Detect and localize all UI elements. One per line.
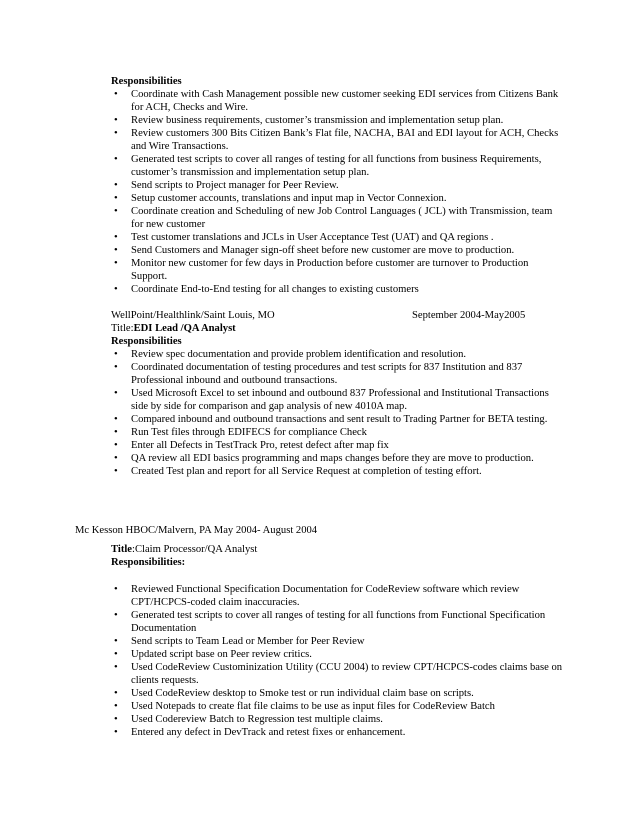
- section-responsibilities-1: [111, 75, 566, 296]
- list-item: • Coordinate with Cash Management possible new customer seeking EDI services from Citizens Bank for ACH, Checks and Wire.: [114, 89, 559, 113]
- section-heading: Responsibilities: [111, 76, 182, 87]
- job-mckesson-responsibilities: [111, 583, 566, 739]
- list-item: • Used Notepads to create flat file claims to be use as input files for CodeReview Batch: [114, 701, 495, 712]
- bullet-icon: •: [114, 649, 118, 660]
- list-item: • Used Codereview Batch to Regression test multiple claims.: [114, 714, 383, 725]
- bullet-icon: •: [114, 453, 118, 464]
- list-item: • Used Microsoft Excel to set inbound and outbound 837 Professional and Institutional Transactions side by side for comparison and gap analysis of new 4010A map.: [114, 388, 549, 412]
- list-item: • Enter all Defects in TestTrack Pro, retest defect after map fix: [114, 440, 389, 451]
- bullet-icon: •: [114, 193, 118, 204]
- job-title-label: Title: [111, 544, 132, 555]
- responsibility-list: [111, 583, 566, 739]
- bullet-icon: •: [114, 232, 118, 243]
- bullet-icon: •: [114, 427, 118, 438]
- list-item: • Monitor new customer for few days in Production before customer are turnover to Production Support.: [114, 258, 529, 282]
- list-item: • Send Customers and Manager sign-off sheet before new customer are move to production.: [114, 245, 515, 256]
- responsibility-list: [111, 88, 566, 296]
- bullet-icon: •: [114, 714, 118, 725]
- bullet-icon: •: [114, 154, 118, 165]
- bullet-icon: •: [114, 688, 118, 699]
- bullet-icon: •: [114, 349, 118, 360]
- job-mckesson: [111, 543, 566, 569]
- list-item: • Updated script base on Peer review critics.: [114, 649, 312, 660]
- bullet-icon: •: [114, 388, 118, 399]
- bullet-icon: •: [114, 206, 118, 217]
- employer-name: WellPoint/Healthlink/Saint Louis, MO: [111, 310, 275, 321]
- bullet-icon: •: [114, 701, 118, 712]
- list-item: • Review business requirements, customer’s transmission and implementation setup plan.: [114, 115, 504, 126]
- job-title: [111, 322, 566, 335]
- list-item: • Compared inbound and outbound transactions and sent result to Trading Partner for BETA testing.: [114, 414, 548, 425]
- bullet-icon: •: [114, 89, 118, 100]
- employer-row: [111, 309, 566, 322]
- list-item: • Coordinated documentation of testing procedures and test scripts for 837 Institution and 837 Professional inbound and outbound transactions.: [114, 362, 523, 386]
- section-heading: Responsibilities: [111, 336, 182, 347]
- list-item: • Test customer translations and JCLs in User Acceptance Test (UAT) and QA regions .: [114, 232, 494, 243]
- list-item: • Send scripts to Team Lead or Member for Peer Review: [114, 636, 365, 647]
- list-item: • Used CodeReview Custominization Utility (CCU 2004) to review CPT/HCPCS-codes claims base on clients requests.: [114, 662, 563, 686]
- list-item: • QA review all EDI basics programming and maps changes before they are move to production.: [114, 453, 534, 464]
- list-item: • Send scripts to Project manager for Peer Review.: [114, 180, 339, 191]
- bullet-icon: •: [114, 584, 118, 595]
- bullet-icon: •: [114, 727, 118, 738]
- bullet-icon: •: [114, 128, 118, 139]
- bullet-icon: •: [114, 466, 118, 477]
- job-title-value: EDI Lead /QA Analyst: [133, 323, 236, 334]
- employment-dates: September 2004-May2005: [412, 310, 526, 321]
- bullet-icon: •: [114, 284, 118, 295]
- list-item: • Entered any defect in DevTrack and retest fixes or enhancement.: [114, 727, 406, 738]
- bullet-icon: •: [114, 115, 118, 126]
- bullet-icon: •: [114, 414, 118, 425]
- list-item: • Generated test scripts to cover all ranges of testing for all functions from Functional Specification Documentation: [114, 610, 546, 634]
- job-title-value: :Claim Processor/QA Analyst: [132, 544, 258, 555]
- bullet-icon: •: [114, 636, 118, 647]
- list-item: • Generated test scripts to cover all ranges of testing for all functions from business Requirements, customer’s transmission and implementation setup plan.: [114, 154, 542, 178]
- list-item: • Coordinate End-to-End testing for all changes to existing customers: [114, 284, 419, 295]
- bullet-icon: •: [114, 440, 118, 451]
- list-item: • Run Test files through EDIFECS for compliance Check: [114, 427, 367, 438]
- list-item: • Used CodeReview desktop to Smoke test or run individual claim base on scripts.: [114, 688, 474, 699]
- bullet-icon: •: [114, 362, 118, 373]
- bullet-icon: •: [114, 610, 118, 621]
- job-title: [111, 543, 566, 556]
- employer-line-mckesson: Mc Kesson HBOC/Malvern, PA May 2004- August 2004: [75, 525, 318, 536]
- job-title-label: Title:: [111, 323, 134, 334]
- bullet-icon: •: [114, 662, 118, 673]
- bullet-icon: •: [114, 258, 118, 269]
- list-item: • Reviewed Functional Specification Documentation for CodeReview software which review CPT/HCPCS-coded claim inaccuracies.: [114, 584, 520, 608]
- list-item: • Setup customer accounts, translations and input map in Vector Connexion.: [114, 193, 447, 204]
- responsibility-list: [111, 348, 566, 478]
- bullet-icon: •: [114, 245, 118, 256]
- list-item: • Coordinate creation and Scheduling of new Job Control Languages ( JCL) with Transmission, team for new customer: [114, 206, 553, 230]
- bullet-icon: •: [114, 180, 118, 191]
- list-item: • Created Test plan and report for all Service Request at completion of testing effort.: [114, 466, 482, 477]
- job-wellpoint: [111, 309, 566, 478]
- list-item: • Review customers 300 Bits Citizen Bank’s Flat file, NACHA, BAI and EDI layout for ACH, Checks and Wire Transactions.: [114, 128, 559, 152]
- list-item: • Review spec documentation and provide problem identification and resolution.: [114, 349, 467, 360]
- section-heading: Responsibilities:: [111, 557, 186, 568]
